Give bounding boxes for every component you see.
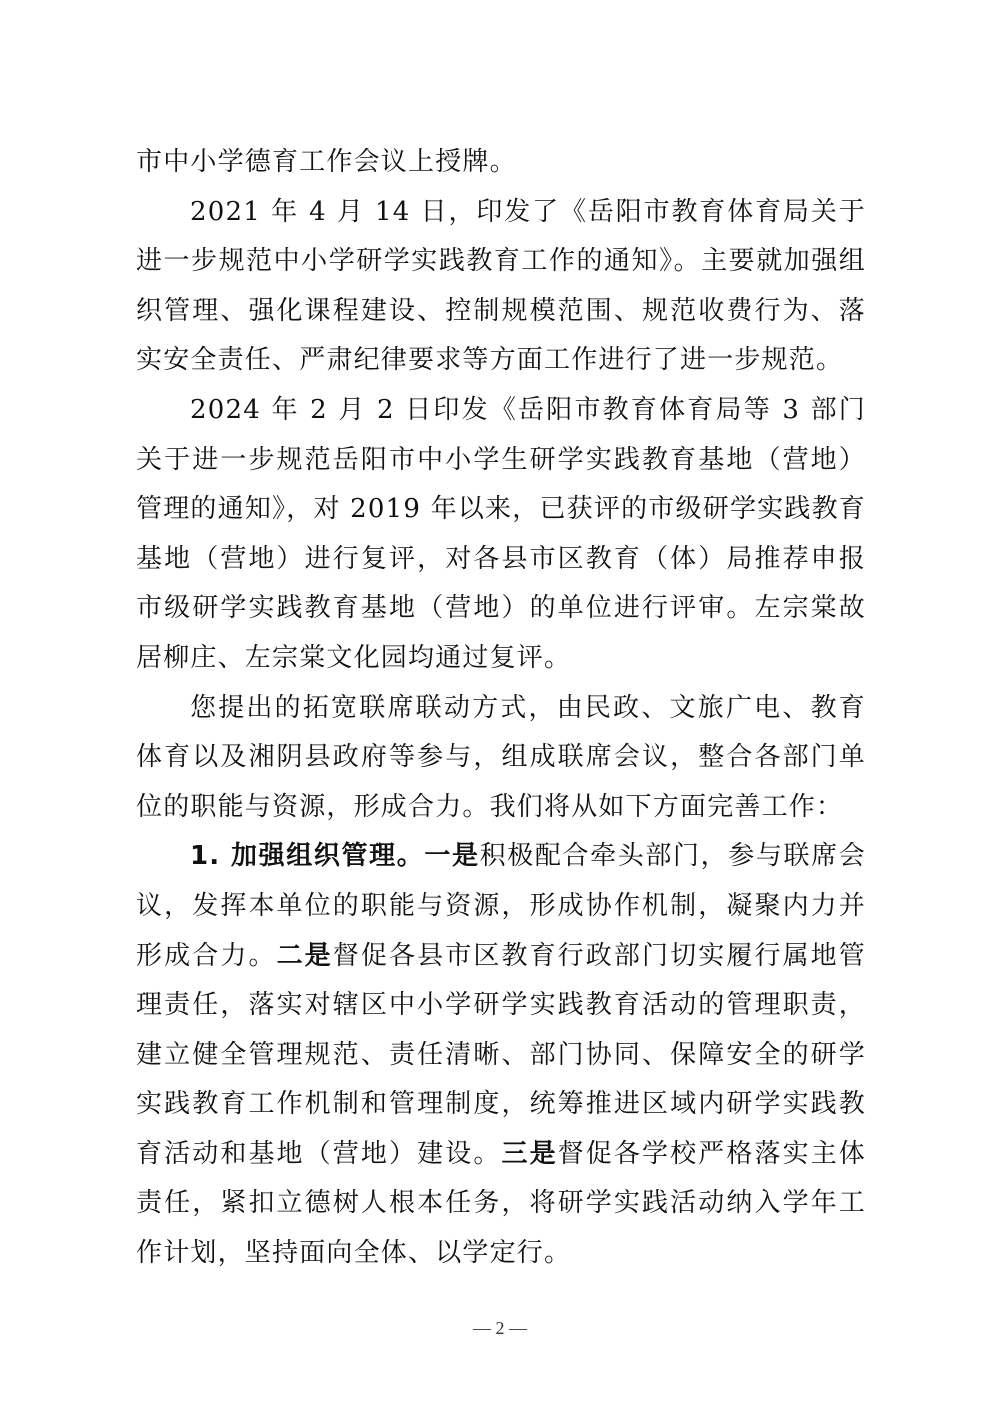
paragraph-1: 市中小学德育工作会议上授牌。: [136, 147, 517, 177]
paragraph-5: [136, 832, 866, 1278]
lead-third: 三是: [501, 1138, 558, 1169]
lead-first: 一是: [424, 841, 480, 872]
text-first: 积极配合牵头部门，参与联席会议，发挥本单位的职能与资源，形成协作机制，凝聚内力并形成合力。: [136, 841, 866, 971]
paragraph-3: 2024 年 2 月 2 日印发《岳阳市教育体育局等 3 部门关于进一步规范岳阳市中小学生研学实践教育基地（营地）管理的通知》，对 2019 年以来，已获评的市级研学实践教育基地（营地）进行复评，对各县市区教育（体）局推荐申报市级研学实践教育基地（营地）的单位进行评审。左宗棠故居柳庄、左宗棠文化园均通过复评。: [136, 394, 866, 673]
paragraph-4: 您提出的拓宽联席联动方式，由民政、文旅广电、教育体育以及湘阴县政府等参与，组成联席会议，整合各部门单位的职能与资源，形成合力。我们将从如下方面完善工作：: [136, 692, 866, 822]
document-body: [136, 138, 866, 1279]
page-number: — 2 —: [473, 1318, 527, 1338]
text-second: 督促各县市区教育行政部门切实履行属地管理责任，落实对辖区中小学研学实践教育活动的管理职责，建立健全管理规范、责任清晰、部门协同、保障安全的研学实践教育工作机制和管理制度，统筹推进区域内研学实践教育活动和基地（营地）建设。: [136, 940, 866, 1169]
text-third: 督促各学校严格落实主体责任，紧扣立德树人根本任务，将研学实践活动纳入学年工作计划，坚持面向全体、以学定行。: [136, 1138, 867, 1269]
paragraph-2: 2021 年 4 月 14 日，印发了《岳阳市教育体育局关于进一步规范中小学研学实践教育工作的通知》。主要就加强组织管理、强化课程建设、控制规模范围、规范收费行为、落实安全责任、严肃纪律要求等方面工作进行了进一步规范。: [136, 196, 866, 376]
section-heading: 1. 加强组织管理。: [190, 841, 425, 872]
lead-second: 二是: [276, 940, 333, 971]
